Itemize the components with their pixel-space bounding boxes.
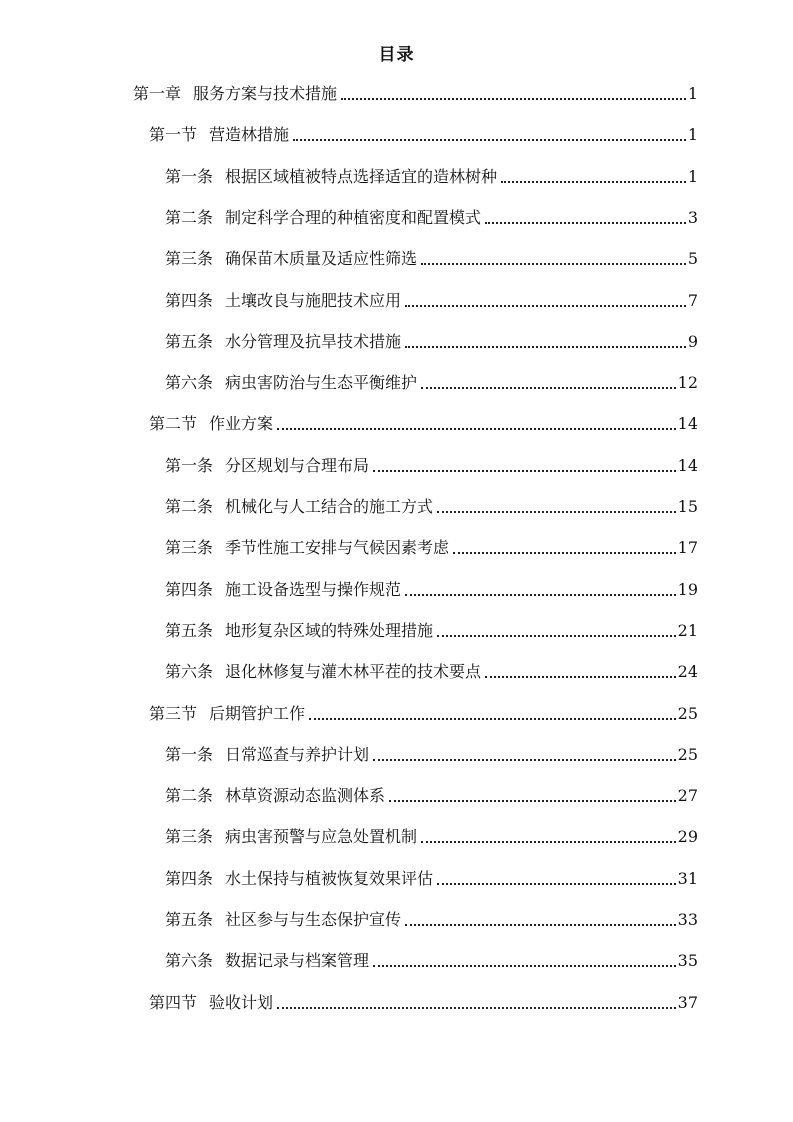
page-title: 目录 [378,45,415,65]
toc-entry-page: 33 [677,910,698,929]
toc-entry[interactable] [165,864,698,894]
toc-entry[interactable] [149,988,698,1018]
toc-entry-number: 第三条 [165,249,214,269]
toc-entry-page: 14 [677,414,698,434]
toc-entry-title: 根据区域植被特点选择适宜的造林树种 [225,166,498,186]
dot-leader [373,470,676,472]
toc-entry-number: 第四条 [165,579,214,599]
toc-entry-title: 水分管理及抗旱技术措施 [225,331,402,351]
toc-entry-number: 第四条 [165,290,214,310]
dot-leader [437,511,676,513]
dot-leader [437,635,676,637]
toc-entry-number: 第二条 [165,786,214,806]
toc-entry-title: 日常巡查与养护计划 [225,744,370,764]
toc-entry[interactable] [165,162,698,192]
toc-entry-title: 营造林措施 [209,125,290,145]
toc-entry-page: 15 [677,497,698,516]
dot-leader [405,305,686,307]
toc-entry-page: 37 [677,992,698,1012]
dot-leader [373,965,676,967]
toc-entry-title: 病虫害预警与应急处置机制 [225,827,418,847]
toc-entry-number: 第三条 [165,538,214,558]
dot-leader [309,718,676,720]
toc-entry-number: 第一条 [165,455,214,475]
toc-entry[interactable] [165,946,698,976]
dot-leader [485,676,676,678]
toc-entry-page: 27 [677,786,698,806]
toc-entry[interactable] [165,575,698,605]
toc-entry-page: 25 [677,744,698,764]
toc-entry-title: 服务方案与技术措施 [193,84,338,103]
toc-entry-number: 第五条 [165,331,214,351]
toc-entry-title: 退化林修复与灌木林平茬的技术要点 [225,662,482,682]
toc-entry-number: 第六条 [165,951,214,971]
toc-entry-number: 第三节 [149,703,198,723]
dot-leader [389,800,676,802]
toc-entry-title: 土壤改良与施肥技术应用 [225,290,402,310]
toc-entry-number: 第四条 [165,868,214,888]
toc-entry[interactable] [165,822,698,852]
dot-leader [485,222,686,224]
toc-entry-title: 病虫害防治与生态平衡维护 [225,373,418,393]
toc-entry[interactable] [149,699,698,729]
toc-entry-number: 第三条 [165,827,214,847]
toc-entry[interactable] [149,409,698,439]
toc-entry-title: 制定科学合理的种植密度和配置模式 [225,207,482,227]
toc-entry-page: 7 [687,290,698,310]
toc-entry-page: 19 [677,579,698,599]
toc-entry-title: 林草资源动态监测体系 [225,786,386,806]
toc-entry-page: 31 [677,868,698,888]
toc-entry-number: 第六条 [165,373,214,393]
dot-leader [421,263,686,265]
dot-leader [405,594,676,596]
dot-leader [421,387,676,389]
toc-entry-page: 1 [687,84,698,103]
toc-entry[interactable] [165,451,698,481]
toc-entry-page: 17 [677,538,698,558]
toc-entry-title: 后期管护工作 [209,703,306,723]
toc-entry-title: 数据记录与档案管理 [225,951,370,971]
toc-entry[interactable] [165,368,698,398]
toc-entry-page: 29 [677,827,698,847]
toc-entry[interactable] [165,492,698,522]
toc-entry[interactable] [165,781,698,811]
toc-entry-number: 第四节 [149,992,198,1012]
toc-entry[interactable] [165,533,698,563]
toc-entry-title: 施工设备选型与操作规范 [225,579,402,599]
toc-entry[interactable] [165,203,698,233]
toc-entry[interactable] [165,286,698,316]
toc-entry-page: 3 [687,207,698,227]
dot-leader [277,1007,676,1009]
dot-leader [277,428,676,430]
toc-entry-title: 确保苗木质量及适应性筛选 [225,249,418,269]
toc-entry-title: 水土保持与植被恢复效果评估 [225,868,434,888]
toc-entry[interactable] [165,244,698,274]
toc-entry-page: 21 [677,620,698,640]
toc-entry-number: 第五条 [165,910,214,929]
dot-leader [405,346,686,348]
toc-entry[interactable] [133,79,698,109]
toc-entry-page: 1 [687,125,698,145]
toc-entry-page: 14 [677,455,698,475]
toc-entry[interactable] [165,616,698,646]
toc-entry-page: 35 [677,951,698,971]
dot-leader [341,98,686,100]
toc-entry[interactable] [165,327,698,357]
toc-entry-page: 1 [687,166,698,186]
dot-leader [501,181,686,183]
toc-entry-page: 9 [687,331,698,351]
toc-entry-number: 第一条 [165,166,214,186]
toc-entry-number: 第一条 [165,744,214,764]
dot-leader [405,924,676,926]
toc-entry-title: 地形复杂区域的特殊处理措施 [225,620,434,640]
toc-entry-number: 第五条 [165,620,214,640]
toc-entry[interactable] [149,120,698,150]
toc-entry-number: 第六条 [165,662,214,682]
toc-entry[interactable] [165,905,698,935]
dot-leader [293,139,686,141]
toc-entry[interactable] [165,657,698,687]
dot-leader [373,759,676,761]
toc-entry-number: 第一节 [149,125,198,145]
toc-entry-page: 5 [687,249,698,269]
toc-entry-number: 第一章 [133,84,182,103]
toc-entry-title: 机械化与人工结合的施工方式 [225,497,434,516]
toc-entry-title: 作业方案 [209,414,274,434]
toc-entry-number: 第二节 [149,414,198,434]
toc-entry[interactable] [165,740,698,770]
toc-entry-number: 第二条 [165,207,214,227]
toc-entry-page: 12 [677,373,698,393]
toc-entry-title: 季节性施工安排与气候因素考虑 [225,538,450,558]
dot-leader [421,841,676,843]
toc-entry-title: 分区规划与合理布局 [225,455,370,475]
toc-entry-page: 24 [677,662,698,682]
toc-entry-title: 社区参与与生态保护宣传 [225,910,402,929]
toc-entry-number: 第二条 [165,497,214,516]
dot-leader [437,883,676,885]
toc-entry-page: 25 [677,703,698,723]
dot-leader [453,552,676,554]
toc-entry-title: 验收计划 [209,992,274,1012]
